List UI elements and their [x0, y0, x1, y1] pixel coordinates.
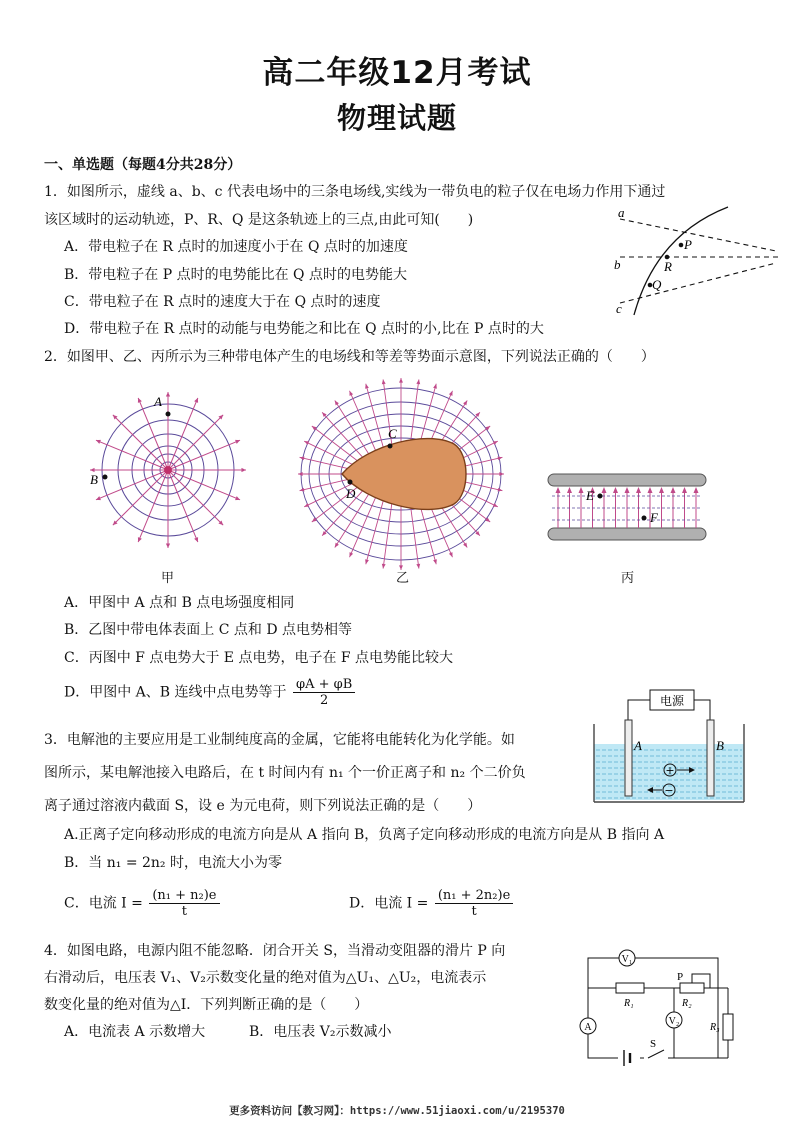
q1-label-q: Q — [652, 277, 662, 292]
field-arrowhead — [416, 379, 420, 384]
field-arrowhead — [659, 487, 664, 493]
field-line — [113, 470, 168, 525]
field-line — [366, 384, 384, 450]
field-arrowhead — [556, 487, 561, 493]
field-arrowhead — [602, 487, 607, 493]
q4-stem-line1: 4．如图电路，电源内阻不能忽略．闭合开关 S，当滑动变阻器的滑片 P 向 — [44, 943, 506, 959]
q3-positive-ion: + — [665, 764, 675, 777]
q4-option-a: A．电流表 A 示数增大 — [64, 1024, 206, 1040]
q1-label-b: b — [614, 257, 621, 272]
field-arrowhead — [579, 487, 584, 493]
field-line — [168, 470, 223, 525]
field-arrowhead — [335, 543, 339, 548]
q1-label-a: a — [618, 205, 625, 220]
field-arrowhead — [567, 487, 572, 493]
page-title: 高二年级12月考试 — [262, 55, 532, 91]
field-arrowhead — [416, 564, 420, 569]
q2-label-b: B — [90, 472, 98, 487]
point-charge — [164, 466, 172, 474]
field-line — [350, 391, 377, 452]
q3-option-c-numerator: (n₁ + n₂)e — [149, 888, 219, 904]
q3-stem-line3: 离子通过溶液内截面 S，设 e 为元电荷，则下列说法正确的是（ ） — [44, 798, 482, 814]
field-line — [366, 498, 384, 564]
q3-option-d — [349, 888, 515, 919]
point-c — [388, 444, 393, 449]
q3-power-label: 电源 — [659, 694, 685, 708]
field-arrowhead — [382, 564, 386, 569]
field-arrowhead — [399, 378, 403, 383]
field-arrowhead — [682, 487, 687, 493]
q3-option-c-denominator: t — [181, 904, 188, 919]
q2-figure-jia — [90, 392, 250, 562]
q4-r1-label: R₁ — [624, 998, 634, 1009]
field-arrowhead — [636, 487, 641, 493]
q4-stem-line2: 右滑动后，电压表 V₁、V₂示数变化量的绝对值为△U₁、△U₂，电流表示 — [44, 970, 487, 986]
field-arrowhead — [365, 384, 369, 389]
field-line — [383, 500, 392, 569]
q3-negative-ion: − — [664, 784, 674, 797]
q1-stem-line1: 1．如图所示，虚线 a、b、c 代表电场中的三条电场线,实线为一带负电的粒子仅在电场力作用下通过 — [44, 184, 666, 200]
field-arrowhead — [613, 487, 618, 493]
q1-label-r: R — [664, 259, 672, 274]
q2-figure-bing — [544, 470, 712, 546]
field-line — [113, 415, 168, 470]
q2-option-a: A．甲图中 A 点和 B 点电场强度相同 — [64, 595, 295, 611]
q3-option-c-fraction — [149, 888, 219, 919]
field-arrowhead — [166, 392, 170, 397]
q3-option-d-numerator: (n₁ + 2n₂)e — [435, 888, 513, 904]
field-arrowhead — [298, 472, 303, 476]
q1-option-c: C．带电粒子在 R 点时的速度大于在 Q 点时的速度 — [64, 294, 381, 310]
q1-stem-line2: 该区域时的运动轨迹，P、R、Q 是这条轨迹上的三点,由此可知( ) — [44, 212, 474, 228]
page-subtitle: 物理试题 — [336, 101, 457, 135]
q3-option-d-denominator: t — [471, 904, 477, 919]
point-e — [598, 494, 603, 499]
field-arrowhead — [433, 559, 437, 564]
q4-voltmeter-v2-label: V₂ — [668, 1016, 680, 1027]
point-b — [103, 475, 108, 480]
point-a — [166, 412, 171, 417]
q1-option-b: B．带电粒子在 P 点时的电势能比在 Q 点时的电势能大 — [64, 267, 407, 283]
point-d — [348, 480, 353, 485]
q1-label-p: P — [684, 237, 692, 252]
field-arrowhead — [648, 487, 653, 493]
q2-option-b: B．乙图中带电体表面上 C 点和 D 点电势相等 — [64, 622, 353, 638]
q3-electrolytic-cell-figure — [590, 684, 750, 804]
q2-option-c: C．丙图中 F 点电势大于 E 点电势，电子在 F 点电势能比较大 — [64, 650, 454, 666]
field-arrowhead — [694, 487, 699, 493]
field-arrowhead — [463, 543, 467, 548]
q2-option-d-numerator: φA + φB — [293, 677, 355, 693]
field-arrowhead — [382, 379, 386, 384]
q2-option-d — [64, 677, 357, 708]
field-arrowhead — [335, 400, 339, 405]
q4-switch-label: S — [650, 1038, 657, 1050]
field-line — [168, 415, 223, 470]
q1-label-c: c — [616, 301, 622, 316]
q4-ammeter-label: A — [584, 1022, 592, 1033]
q4-voltmeter-v1-label: V₁ — [621, 954, 633, 965]
field-arrowhead — [433, 384, 437, 389]
q2-label-c: C — [388, 426, 397, 441]
q2-stem-line1: 2．如图甲、乙、丙所示为三种带电体产生的电场线和等差等势面示意图，下列说法正确的（ ） — [44, 349, 655, 365]
q2-option-d-text: D．甲图中 A、B 连线中点电势等于 — [64, 684, 287, 701]
q3-option-d-text: D．电流 I = — [349, 895, 429, 912]
page-footer: 更多资料访问【教习网】：https://www.51jiaoxi.com/u/2195370 — [229, 1105, 565, 1117]
q2-option-d-fraction — [293, 677, 355, 708]
q1-field-line-figure — [606, 205, 786, 315]
q4-option-b: B．电压表 V₂示数减小 — [249, 1024, 392, 1040]
field-arrowhead — [671, 487, 676, 493]
q3-option-c — [64, 888, 222, 919]
q4-r2-label: R₂ — [682, 998, 692, 1009]
q2-label-d: D — [346, 486, 356, 501]
field-arrowhead — [499, 472, 504, 476]
q2-label-f: F — [650, 510, 658, 525]
q3-option-d-fraction — [435, 888, 513, 919]
bottom-plate — [548, 528, 706, 540]
field-line — [335, 494, 369, 548]
q3-label-a: A — [634, 738, 642, 753]
q2-option-d-denominator: 2 — [320, 693, 329, 708]
q4-slider-p-label: P — [677, 971, 684, 983]
charged-conductor — [342, 439, 466, 510]
field-arrowhead — [463, 400, 467, 405]
field-line — [350, 497, 377, 558]
q2-label-e: E — [586, 488, 594, 503]
q4-stem-line3: 数变化量的绝对值为△I．下列判断正确的是（ ） — [44, 997, 369, 1013]
q3-option-c-text: C．电流 I = — [64, 895, 143, 912]
field-line — [410, 500, 419, 569]
q2-caption-yi: 乙 — [396, 571, 410, 586]
field-line — [335, 400, 369, 454]
q2-figure-yi — [298, 374, 504, 568]
q3-option-a: A.正离子定向移动形成的电流方向是从 A 指向 B，负离子定向移动形成的电流方向是从 B 指向 A — [64, 827, 665, 843]
point-f — [642, 516, 647, 521]
top-plate — [548, 474, 706, 486]
field-arrowhead — [166, 543, 170, 548]
field-arrowhead — [625, 487, 630, 493]
field-arrowhead — [241, 468, 246, 472]
q4-r3-label: R₃ — [710, 1022, 720, 1033]
q3-stem-line2: 图所示，某电解池接入电路后，在 t 时间内有 n₁ 个一价正离子和 n₂ 个二价负 — [44, 765, 526, 781]
section-heading: 一、单选题（每题4分共28分） — [44, 157, 242, 173]
q3-label-b: B — [716, 738, 724, 753]
q1-option-d: D．带电粒子在 R 点时的动能与电势能之和比在 Q 点时的小,比在 P 点时的大 — [64, 321, 544, 337]
q2-caption-jia: 甲 — [161, 571, 175, 586]
q3-option-b: B．当 n₁ = 2n₂ 时，电流大小为零 — [64, 855, 282, 871]
q2-label-a: A — [154, 394, 162, 409]
field-arrowhead — [365, 559, 369, 564]
field-line — [410, 379, 419, 448]
q2-caption-bing: 丙 — [621, 571, 635, 586]
q3-stem-line1: 3．电解池的主要应用是工业制纯度高的金属，它能将电能转化为化学能。如 — [44, 732, 515, 748]
q1-option-a: A．带电粒子在 R 点时的加速度小于在 Q 点时的加速度 — [64, 239, 408, 255]
q4-circuit-figure — [578, 944, 748, 1066]
